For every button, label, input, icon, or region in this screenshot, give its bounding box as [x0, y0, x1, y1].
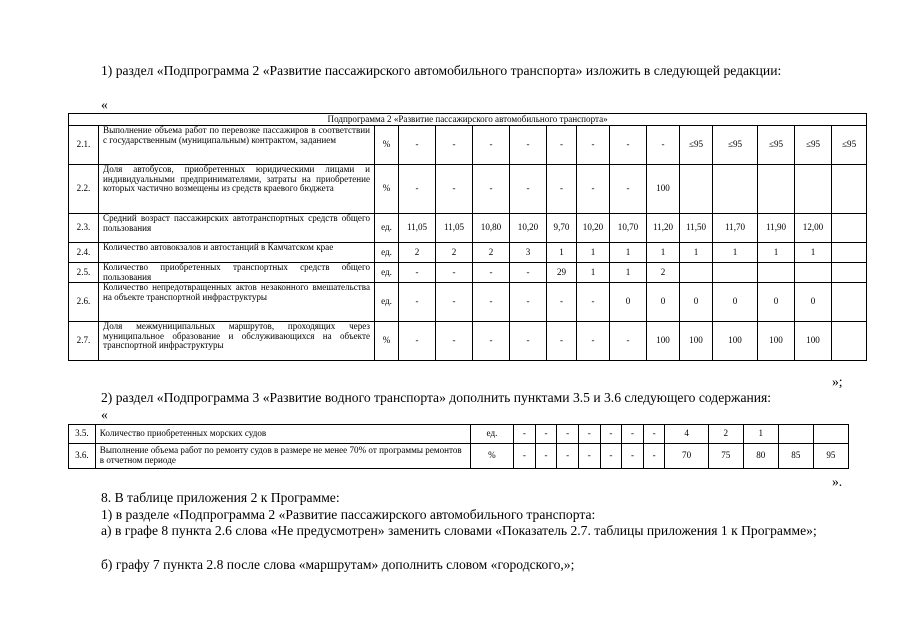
value-cell: ≤95 — [680, 126, 713, 165]
value-cell: - — [510, 322, 547, 361]
value-cell: 1 — [680, 243, 713, 263]
row-number: 2.7. — [69, 322, 99, 361]
row-number: 2.4. — [69, 243, 99, 263]
row-description: Количество приобретенных морских судов — [95, 425, 470, 444]
table-row — [69, 263, 867, 283]
row-number: 2.2. — [69, 165, 99, 214]
value-cell: 2 — [647, 263, 680, 283]
value-cell: 0 — [680, 283, 713, 322]
value-cell: - — [610, 165, 647, 214]
table-row — [69, 126, 867, 165]
table-row — [69, 425, 849, 444]
value-cell: 0 — [758, 283, 795, 322]
value-cell: 1 — [743, 425, 778, 444]
intro-paragraph: 1) раздел «Подпрограмма 2 «Развитие пассажирского автомобильного транспорта» изложить в следующей редакции: — [101, 63, 782, 78]
open-quote-2: « — [101, 407, 108, 422]
value-cell — [713, 165, 758, 214]
value-cell: 0 — [610, 283, 647, 322]
table-row — [69, 243, 867, 263]
value-cell: 100 — [680, 322, 713, 361]
value-cell: - — [510, 283, 547, 322]
value-cell — [832, 214, 867, 243]
value-cell: - — [600, 444, 622, 469]
value-cell: - — [473, 322, 510, 361]
value-cell — [813, 425, 848, 444]
table-row — [69, 283, 867, 322]
value-cell: 10,20 — [510, 214, 547, 243]
value-cell — [832, 283, 867, 322]
row-number: 2.5. — [69, 263, 99, 283]
value-cell — [832, 165, 867, 214]
row-description: Количество приобретенных транспортных средств общего пользования — [99, 263, 375, 283]
row-unit: ед. — [375, 243, 399, 263]
table-title: Подпрограмма 2 «Развитие пассажирского автомобильного транспорта» — [69, 114, 867, 126]
row-unit: ед. — [375, 214, 399, 243]
value-cell: 11,70 — [713, 214, 758, 243]
value-cell — [758, 263, 795, 283]
value-cell: - — [436, 263, 473, 283]
row-unit: % — [375, 322, 399, 361]
value-cell: - — [577, 126, 610, 165]
value-cell: 0 — [795, 283, 832, 322]
row-number: 2.1. — [69, 126, 99, 165]
value-cell: - — [436, 283, 473, 322]
value-cell: 1 — [577, 243, 610, 263]
value-cell: 1 — [610, 263, 647, 283]
value-cell: 100 — [795, 322, 832, 361]
value-cell: 100 — [713, 322, 758, 361]
value-cell: 85 — [778, 444, 813, 469]
value-cell: - — [610, 126, 647, 165]
subprogram-2-table — [68, 113, 867, 361]
value-cell: 11,50 — [680, 214, 713, 243]
value-cell — [758, 165, 795, 214]
value-cell — [680, 165, 713, 214]
value-cell: - — [577, 283, 610, 322]
value-cell: - — [578, 444, 600, 469]
value-cell: 10,70 — [610, 214, 647, 243]
value-cell: 10,80 — [473, 214, 510, 243]
value-cell: 80 — [743, 444, 778, 469]
value-cell: - — [399, 165, 436, 214]
value-cell: - — [436, 126, 473, 165]
value-cell: 3 — [510, 243, 547, 263]
value-cell: - — [557, 425, 579, 444]
close-quote-1: »; — [832, 374, 843, 389]
row-description: Количество автовокзалов и автостанций в Камчатском крае — [99, 243, 375, 263]
value-cell: 0 — [647, 283, 680, 322]
value-cell: - — [399, 283, 436, 322]
row-description: Выполнение объема работ по перевозке пассажиров в соответствии с государственным (муниципальным) контрактом, заданием — [99, 126, 375, 165]
value-cell: 1 — [547, 243, 577, 263]
value-cell: - — [547, 283, 577, 322]
value-cell: - — [547, 126, 577, 165]
value-cell: 2 — [436, 243, 473, 263]
row-unit: ед. — [375, 263, 399, 283]
value-cell: 12,00 — [795, 214, 832, 243]
value-cell: 100 — [647, 165, 680, 214]
value-cell: 100 — [758, 322, 795, 361]
value-cell: - — [610, 322, 647, 361]
value-cell — [778, 425, 813, 444]
value-cell — [795, 263, 832, 283]
row-unit: ед. — [375, 283, 399, 322]
subprogram-3-table — [68, 424, 849, 469]
value-cell: 2 — [473, 243, 510, 263]
row-number: 3.5. — [69, 425, 96, 444]
value-cell — [680, 263, 713, 283]
value-cell: - — [535, 425, 557, 444]
row-unit: % — [375, 126, 399, 165]
value-cell: - — [514, 444, 536, 469]
value-cell: - — [557, 444, 579, 469]
table-row — [69, 444, 849, 469]
value-cell: ≤95 — [795, 126, 832, 165]
paragraph-8: 8. В таблице приложения 2 к Программе: — [101, 490, 340, 505]
value-cell: 10,20 — [577, 214, 610, 243]
value-cell: - — [647, 126, 680, 165]
value-cell: - — [510, 263, 547, 283]
row-unit: % — [470, 444, 513, 469]
value-cell: ≤95 — [758, 126, 795, 165]
value-cell: ≤95 — [713, 126, 758, 165]
table-row — [69, 165, 867, 214]
value-cell: - — [473, 126, 510, 165]
value-cell: 1 — [610, 243, 647, 263]
row-description: Средний возраст пассажирских автотранспортных средств общего пользования — [99, 214, 375, 243]
value-cell: 75 — [708, 444, 743, 469]
value-cell: - — [577, 322, 610, 361]
row-description: Количество непредотвращенных актов незаконного вмешательства на объекте транспортной инфраструктуры — [99, 283, 375, 322]
value-cell: 0 — [713, 283, 758, 322]
value-cell: - — [436, 165, 473, 214]
value-cell: - — [473, 283, 510, 322]
value-cell: - — [643, 425, 665, 444]
value-cell: - — [622, 444, 644, 469]
value-cell: 11,05 — [436, 214, 473, 243]
value-cell: - — [600, 425, 622, 444]
row-unit: % — [375, 165, 399, 214]
value-cell: - — [547, 322, 577, 361]
value-cell: - — [578, 425, 600, 444]
value-cell: - — [510, 126, 547, 165]
value-cell: - — [547, 165, 577, 214]
close-quote-2: ». — [832, 474, 843, 489]
value-cell: - — [514, 425, 536, 444]
value-cell — [795, 165, 832, 214]
paragraph-8-1: 1) в разделе «Подпрограмма 2 «Развитие пассажирского автомобильного транспорта: — [101, 507, 596, 522]
value-cell: 2 — [399, 243, 436, 263]
row-number: 2.3. — [69, 214, 99, 243]
value-cell: - — [643, 444, 665, 469]
row-description: Выполнение объема работ по ремонту судов в размере не менее 70% от программы ремонтов в отчетном периоде — [95, 444, 470, 469]
value-cell: - — [399, 126, 436, 165]
paragraph-8-a: а) в графе 8 пункта 2.6 слова «Не предусмотрен» заменить словами «Показатель 2.7. таблицы приложения 1 к Программе»; — [101, 523, 817, 538]
value-cell: 11,20 — [647, 214, 680, 243]
value-cell: - — [399, 263, 436, 283]
value-cell: 29 — [547, 263, 577, 283]
value-cell: - — [535, 444, 557, 469]
value-cell: 1 — [758, 243, 795, 263]
value-cell: ≤95 — [832, 126, 867, 165]
value-cell: 2 — [708, 425, 743, 444]
row-number: 3.6. — [69, 444, 96, 469]
open-quote-1: « — [101, 97, 108, 112]
value-cell: 1 — [795, 243, 832, 263]
value-cell — [832, 263, 867, 283]
row-description: Доля автобусов, приобретенных юридическими лицами и индивидуальными предпринимателями, затраты на приобретение которых частично возмещены из средств краевого бюджета — [99, 165, 375, 214]
value-cell: - — [577, 165, 610, 214]
value-cell: - — [399, 322, 436, 361]
value-cell: - — [473, 165, 510, 214]
value-cell: 1 — [647, 243, 680, 263]
value-cell: 11,90 — [758, 214, 795, 243]
row-description: Доля межмуниципальных маршрутов, проходящих через муниципальное образование и обслуживающихся на объекте транспортной инфраструктуры — [99, 322, 375, 361]
value-cell: - — [436, 322, 473, 361]
value-cell: 100 — [647, 322, 680, 361]
value-cell: 11,05 — [399, 214, 436, 243]
value-cell: 1 — [577, 263, 610, 283]
value-cell — [832, 243, 867, 263]
value-cell: 4 — [665, 425, 708, 444]
value-cell: - — [473, 263, 510, 283]
table-row — [69, 214, 867, 243]
table-row — [69, 322, 867, 361]
value-cell: 1 — [713, 243, 758, 263]
value-cell: 9,70 — [547, 214, 577, 243]
value-cell — [713, 263, 758, 283]
value-cell: - — [510, 165, 547, 214]
value-cell: 95 — [813, 444, 848, 469]
value-cell: 70 — [665, 444, 708, 469]
value-cell: - — [622, 425, 644, 444]
row-unit: ед. — [470, 425, 513, 444]
row-number: 2.6. — [69, 283, 99, 322]
paragraph-8-b: б) графу 7 пункта 2.8 после слова «маршрутам» дополнить словом «городского,»; — [101, 557, 575, 572]
value-cell — [832, 322, 867, 361]
section-2-paragraph: 2) раздел «Подпрограмма 3 «Развитие водного транспорта» дополнить пунктами 3.5 и 3.6 следующего содержания: — [101, 390, 772, 405]
